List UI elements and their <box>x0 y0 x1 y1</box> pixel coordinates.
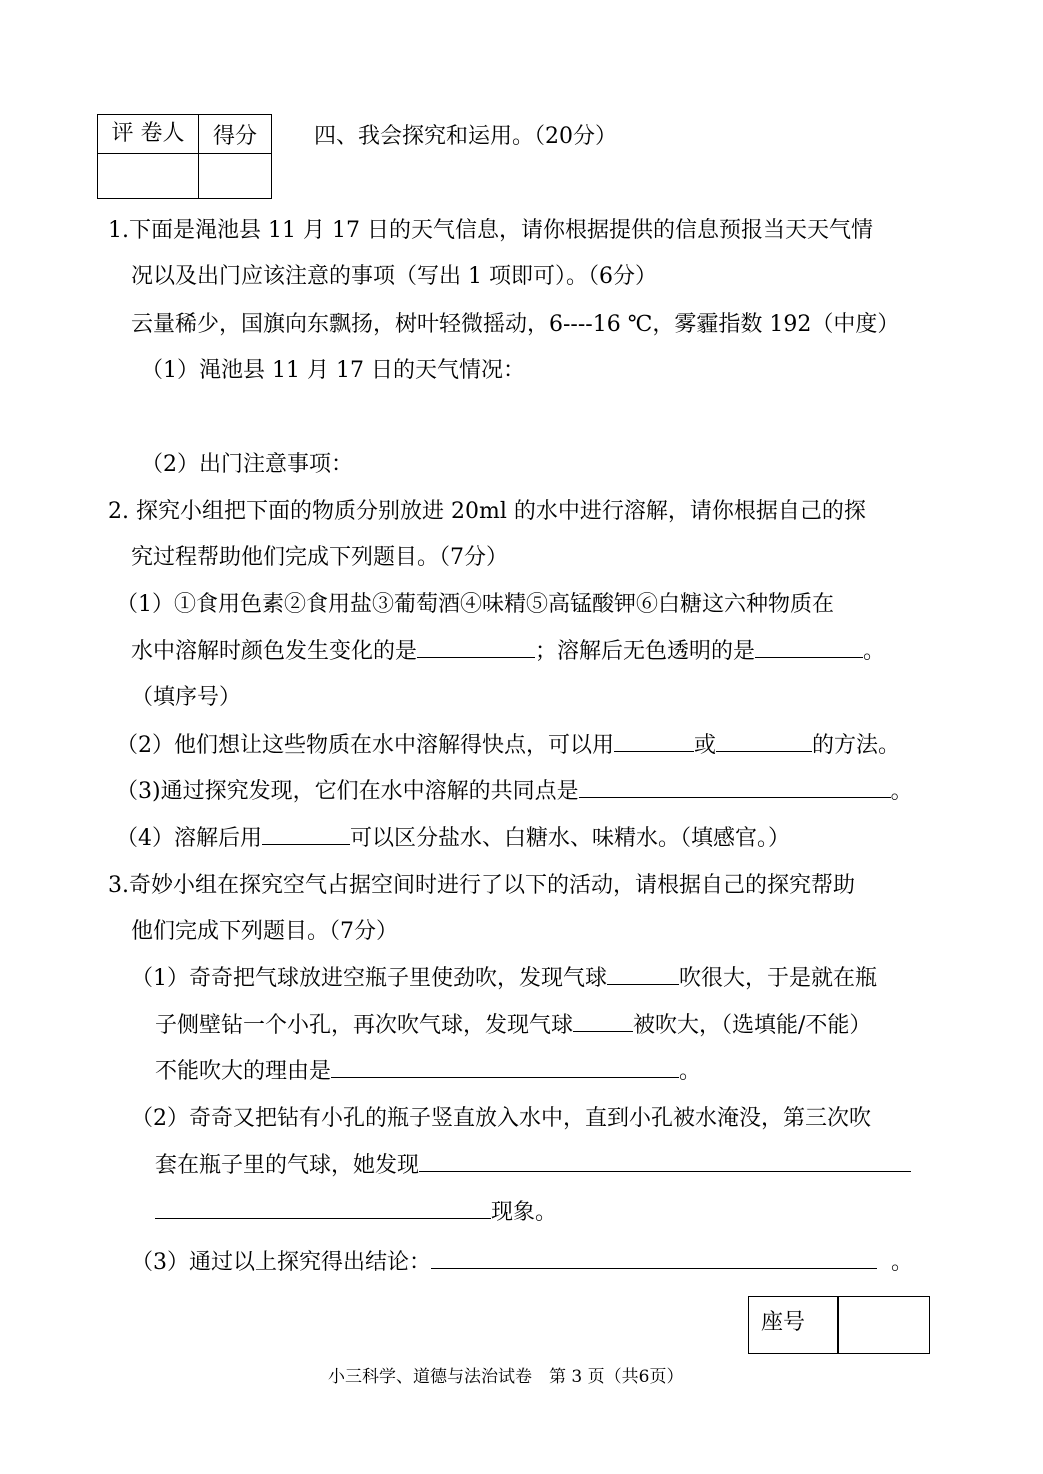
score-label: 得分 <box>212 123 257 149</box>
q3-s2-text-b: 现象。 <box>491 1200 558 1225</box>
q2-s2 <box>116 731 900 761</box>
q2-s2-text-b: 或 <box>694 733 717 758</box>
q3-s1-text-e: 不能吹大的理由是 <box>155 1059 332 1084</box>
q1-line2: 况以及出门应该注意的事项（写出 1 项即可）。（6分） <box>131 264 657 289</box>
q2-s1-text-c: 。 <box>863 639 886 664</box>
q3-s3 <box>131 1248 913 1278</box>
q2-s3 <box>116 777 913 807</box>
q3-s1-text-f: 。 <box>679 1059 702 1084</box>
q3-s2-line3 <box>155 1198 557 1228</box>
q2-s1-line3: （填序号） <box>131 685 242 710</box>
q3-observation-blank-1[interactable] <box>419 1151 911 1172</box>
q2-s2-text-c: 的方法。 <box>812 733 901 758</box>
q3-s1-text-c: 子侧壁钻一个小孔，再次吹气球，发现气球 <box>155 1013 574 1038</box>
reviewer-input-cell[interactable] <box>98 154 199 199</box>
q3-observation-blank-2[interactable] <box>155 1198 491 1219</box>
score-input-cell[interactable] <box>199 154 272 199</box>
q3-s1-line1 <box>131 964 877 994</box>
q1-line1: 1.下面是渑池县 11 月 17 日的天气信息，请你根据提供的信息预报当天天气情 <box>108 218 873 243</box>
grade-table <box>97 114 272 199</box>
reviewer-label: 评 卷人 <box>111 121 185 146</box>
q2-s1-line1: （1）①食用色素②食用盐③葡萄酒④味精⑤高锰酸钾⑥白糖这六种物质在 <box>116 592 834 617</box>
q2-colorless-blank[interactable] <box>755 637 863 658</box>
q2-common-point-blank[interactable] <box>579 777 891 798</box>
q3-s1-line3 <box>155 1057 701 1087</box>
q3-s2-text-a: 套在瓶子里的气球，她发现 <box>155 1153 420 1178</box>
q3-s3-text-a: （3）通过以上探究得出结论： <box>131 1250 431 1275</box>
section-title: 四、我会探究和运用。（20分） <box>314 124 617 149</box>
seat-label: 座号 <box>761 1310 806 1335</box>
q1-sub2: （2）出门注意事项： <box>141 452 353 477</box>
q2-sense-blank[interactable] <box>262 824 350 845</box>
q2-s1-line2 <box>131 637 885 667</box>
q2-line2: 究过程帮助他们完成下列题目。（7分） <box>131 545 508 570</box>
q2-s4-text-b: 可以区分盐水、白糖水、味精水。（填感官。） <box>350 826 791 851</box>
q2-line1: 2. 探究小组把下面的物质分别放进 20ml 的水中进行溶解，请你根据自己的探 <box>108 499 866 524</box>
q1-info: 云量稀少，国旗向东飘扬，树叶轻微摇动，6----16 ℃，雾霾指数 192（中度） <box>131 312 900 337</box>
q3-s1-text-b: 吹很大，于是就在瓶 <box>679 966 878 991</box>
q2-s3-text-a: （3)通过探究发现，它们在水中溶解的共同点是 <box>116 779 579 804</box>
q3-s2-line1: （2）奇奇又把钻有小孔的瓶子竖直放入水中，直到小孔被水淹没，第三次吹 <box>131 1106 871 1131</box>
q3-reason-blank[interactable] <box>331 1057 679 1078</box>
q3-s1-line2 <box>155 1011 871 1041</box>
q3-s2-line2 <box>155 1151 911 1181</box>
q2-s3-text-b: 。 <box>890 779 913 804</box>
score-label-cell <box>199 115 272 154</box>
page-footer: 小三科学、道德与法治试卷 第 3 页（共6页） <box>328 1367 684 1387</box>
q3-line1: 3.奇妙小组在探究空气占据空间时进行了以下的活动，请根据自己的探究帮助 <box>108 873 855 898</box>
q3-balloon-blank-2[interactable] <box>573 1011 633 1032</box>
q2-s2-text-a: （2）他们想让这些物质在水中溶解得快点，可以用 <box>116 733 614 758</box>
q2-color-change-blank[interactable] <box>417 637 535 658</box>
q2-s4 <box>116 824 790 854</box>
seat-divider <box>837 1297 839 1353</box>
seat-box <box>748 1296 930 1354</box>
q1-sub1: （1）渑池县 11 月 17 日的天气情况： <box>141 358 525 383</box>
reviewer-label-cell <box>98 115 199 154</box>
q3-balloon-blank-1[interactable] <box>607 964 679 985</box>
q2-method-blank-2[interactable] <box>716 731 812 752</box>
q2-s1-text-a: 水中溶解时颜色发生变化的是 <box>131 639 418 664</box>
q3-s1-text-d: 被吹大，（选填能/不能） <box>633 1013 872 1038</box>
q2-s1-text-b: ；溶解后无色透明的是 <box>535 639 756 664</box>
q3-s1-text-a: （1）奇奇把气球放进空瓶子里使劲吹，发现气球 <box>131 966 607 991</box>
q3-line2: 他们完成下列题目。（7分） <box>131 919 398 944</box>
q2-s4-text-a: （4）溶解后用 <box>116 826 262 851</box>
q3-conclusion-blank[interactable] <box>431 1248 877 1269</box>
q3-s3-text-b: 。 <box>891 1250 914 1275</box>
q2-method-blank-1[interactable] <box>614 731 694 752</box>
